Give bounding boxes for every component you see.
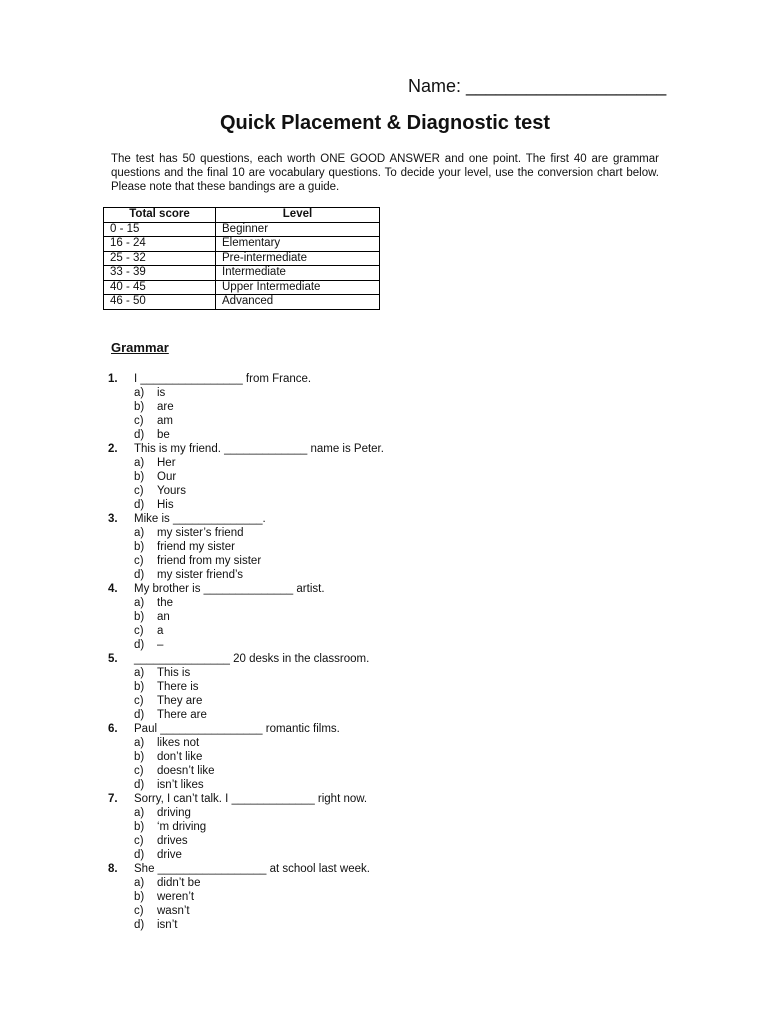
intro-paragraph: The test has 50 questions, each worth ONE GOOD ANSWER and one point. The first 40 are grammar questions and the final 10 are vocabulary questions. To decide your level, use the conversion chart below. Please note that these bandings are a guide. xyxy=(111,153,659,193)
score-range-cell: 0 - 15 xyxy=(104,222,216,237)
answer-option xyxy=(134,498,668,512)
answer-options xyxy=(108,456,668,512)
option-text: Yours xyxy=(157,485,186,497)
option-text: They are xyxy=(157,695,203,707)
table-header-row xyxy=(104,208,380,223)
question-number: 2. xyxy=(108,443,118,455)
option-letter: a) xyxy=(134,737,145,749)
answer-option xyxy=(134,820,668,834)
option-letter: c) xyxy=(134,835,144,847)
question-list xyxy=(108,372,668,932)
score-range-cell: 25 - 32 xyxy=(104,251,216,266)
option-letter: a) xyxy=(134,527,145,539)
option-letter: b) xyxy=(134,681,145,693)
answer-option xyxy=(134,456,668,470)
option-text: – xyxy=(157,639,164,651)
column-header-level: Level xyxy=(216,208,380,223)
option-text: His xyxy=(157,499,174,511)
answer-option xyxy=(134,666,668,680)
answer-option xyxy=(134,736,668,750)
option-letter: c) xyxy=(134,555,144,567)
question-item xyxy=(108,862,668,932)
question-text: I ________________ from France. xyxy=(134,373,312,385)
level-cell: Pre-intermediate xyxy=(216,251,380,266)
answer-option xyxy=(134,680,668,694)
question-text: This is my friend. _____________ name is Peter. xyxy=(134,443,384,455)
level-cell: Beginner xyxy=(216,222,380,237)
option-letter: d) xyxy=(134,429,145,441)
answer-option xyxy=(134,890,668,904)
question-text: She _________________ at school last week. xyxy=(134,863,370,875)
option-text: wasn’t xyxy=(157,905,190,917)
option-letter: d) xyxy=(134,849,145,861)
answer-option xyxy=(134,414,668,428)
question-text: Paul ________________ romantic films. xyxy=(134,723,340,735)
column-header-total-score: Total score xyxy=(104,208,216,223)
answer-option xyxy=(134,610,668,624)
option-text: Her xyxy=(157,457,176,469)
option-letter: a) xyxy=(134,667,145,679)
option-letter: a) xyxy=(134,597,145,609)
answer-option xyxy=(134,386,668,400)
answer-option xyxy=(134,484,668,498)
option-text: driving xyxy=(157,807,191,819)
answer-option xyxy=(134,918,668,932)
question-item xyxy=(108,582,668,652)
question-text: Mike is ______________. xyxy=(134,513,266,525)
table-row xyxy=(104,237,380,252)
option-text: a xyxy=(157,625,164,637)
answer-option xyxy=(134,428,668,442)
option-text: isn’t likes xyxy=(157,779,204,791)
page-title: Quick Placement & Diagnostic test xyxy=(219,112,551,134)
answer-option xyxy=(134,400,668,414)
option-letter: c) xyxy=(134,415,144,427)
table-row xyxy=(104,251,380,266)
question-text: _______________ 20 desks in the classroom. xyxy=(134,653,370,665)
score-bands-table xyxy=(103,207,380,310)
option-letter: d) xyxy=(134,499,145,511)
question-item xyxy=(108,512,668,582)
section-title-grammar: Grammar xyxy=(111,340,169,355)
option-text: are xyxy=(157,401,174,413)
table-row xyxy=(104,266,380,281)
option-text: am xyxy=(157,415,173,427)
question-number: 4. xyxy=(108,583,118,595)
answer-option xyxy=(134,904,668,918)
option-letter: a) xyxy=(134,387,145,399)
answer-option xyxy=(134,694,668,708)
answer-option xyxy=(134,526,668,540)
option-text: be xyxy=(157,429,170,441)
answer-options xyxy=(108,806,668,862)
answer-options xyxy=(108,666,668,722)
answer-option xyxy=(134,834,668,848)
option-text: This is xyxy=(157,667,191,679)
option-letter: c) xyxy=(134,905,144,917)
answer-options xyxy=(108,736,668,792)
option-letter: c) xyxy=(134,485,144,497)
option-text: is xyxy=(157,387,166,399)
option-text: weren’t xyxy=(157,891,195,903)
question-number: 3. xyxy=(108,513,118,525)
question-number: 8. xyxy=(108,863,118,875)
option-letter: c) xyxy=(134,625,144,637)
answer-option xyxy=(134,708,668,722)
name-field-label: Name: ____________________ xyxy=(408,76,667,96)
option-text: There is xyxy=(157,681,199,693)
score-range-cell: 16 - 24 xyxy=(104,237,216,252)
score-range-cell: 46 - 50 xyxy=(104,295,216,310)
answer-options xyxy=(108,386,668,442)
table-row xyxy=(104,280,380,295)
option-text: my sister friend’s xyxy=(157,569,244,581)
question-item xyxy=(108,372,668,442)
option-letter: a) xyxy=(134,877,145,889)
option-text: don’t like xyxy=(157,751,203,763)
option-text: an xyxy=(157,611,170,623)
level-cell: Upper Intermediate xyxy=(216,280,380,295)
question-number: 5. xyxy=(108,653,118,665)
option-text: friend from my sister xyxy=(157,555,262,567)
option-text: Our xyxy=(157,471,177,483)
answer-option xyxy=(134,750,668,764)
answer-option xyxy=(134,638,668,652)
option-text: friend my sister xyxy=(157,541,235,553)
question-number: 1. xyxy=(108,373,118,385)
option-text: didn’t be xyxy=(157,877,201,889)
answer-option xyxy=(134,568,668,582)
answer-option xyxy=(134,764,668,778)
option-letter: c) xyxy=(134,695,144,707)
answer-options xyxy=(108,526,668,582)
table-row xyxy=(104,222,380,237)
option-letter: b) xyxy=(134,821,145,833)
option-letter: a) xyxy=(134,807,145,819)
option-letter: d) xyxy=(134,779,145,791)
option-letter: b) xyxy=(134,891,145,903)
question-item xyxy=(108,792,668,862)
level-cell: Intermediate xyxy=(216,266,380,281)
table-row xyxy=(104,295,380,310)
question-number: 7. xyxy=(108,793,118,805)
answer-option xyxy=(134,876,668,890)
option-letter: d) xyxy=(134,919,145,931)
question-item xyxy=(108,442,668,512)
answer-options xyxy=(108,596,668,652)
question-item xyxy=(108,722,668,792)
answer-option xyxy=(134,778,668,792)
level-cell: Advanced xyxy=(216,295,380,310)
option-letter: b) xyxy=(134,401,145,413)
answer-option xyxy=(134,554,668,568)
option-letter: b) xyxy=(134,541,145,553)
option-text: isn’t xyxy=(157,919,178,931)
option-letter: b) xyxy=(134,471,145,483)
option-letter: b) xyxy=(134,751,145,763)
question-item xyxy=(108,652,668,722)
option-text: drives xyxy=(157,835,188,847)
option-letter: d) xyxy=(134,709,145,721)
score-range-cell: 33 - 39 xyxy=(104,266,216,281)
option-text: doesn’t like xyxy=(157,765,215,777)
option-text: There are xyxy=(157,709,207,721)
answer-option xyxy=(134,848,668,862)
option-letter: d) xyxy=(134,639,145,651)
level-cell: Elementary xyxy=(216,237,380,252)
option-text: my sister’s friend xyxy=(157,527,244,539)
answer-option xyxy=(134,806,668,820)
question-text: Sorry, I can’t talk. I _____________ right now. xyxy=(134,793,368,805)
option-text: likes not xyxy=(157,737,200,749)
answer-options xyxy=(108,876,668,932)
option-letter: d) xyxy=(134,569,145,581)
option-text: drive xyxy=(157,849,182,861)
question-number: 6. xyxy=(108,723,118,735)
score-range-cell: 40 - 45 xyxy=(104,280,216,295)
option-letter: c) xyxy=(134,765,144,777)
answer-option xyxy=(134,470,668,484)
answer-option xyxy=(134,540,668,554)
question-text: My brother is ______________ artist. xyxy=(134,583,325,595)
option-letter: b) xyxy=(134,611,145,623)
answer-option xyxy=(134,596,668,610)
option-text: the xyxy=(157,597,173,609)
option-text: ‘m driving xyxy=(157,821,207,833)
option-letter: a) xyxy=(134,457,145,469)
answer-option xyxy=(134,624,668,638)
